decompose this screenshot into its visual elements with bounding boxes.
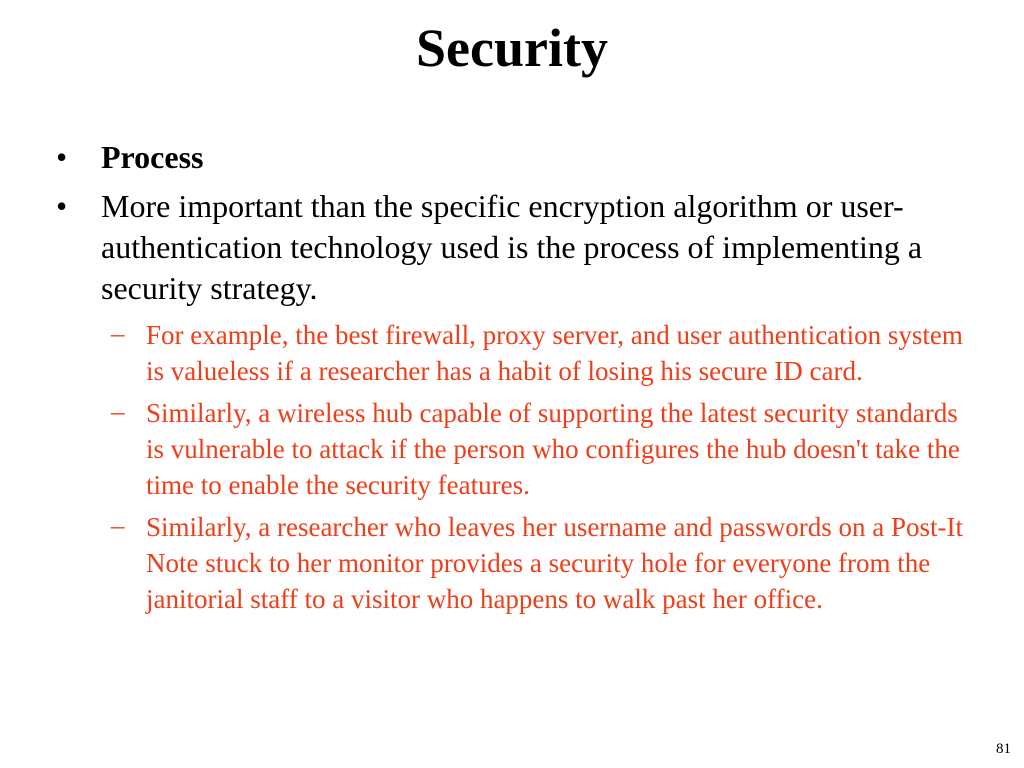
slide-content xyxy=(56,137,976,623)
sub-bullet-text: For example, the best firewall, proxy server, and user authentication system is valueless if a researcher has a habit of losing his secure ID card. xyxy=(146,320,963,386)
sub-bullet-marker: – xyxy=(111,396,125,426)
sub-bullet-text: Similarly, a wireless hub capable of supporting the latest security standards is vulnerable to attack if the person who configures the hub doesn't take the time to enable the security features. xyxy=(146,398,960,500)
bullet-marker: • xyxy=(56,139,68,175)
sub-bullet-marker: – xyxy=(111,510,125,540)
bullet-text: Process xyxy=(101,139,204,175)
bullet-text: More important than the specific encryption algorithm or user-authentication technology used is the process of implementing a security strategy. xyxy=(101,188,923,306)
bullet-marker: • xyxy=(56,188,68,224)
bullet-item xyxy=(56,186,976,309)
slide-title: Security xyxy=(416,18,608,78)
sub-bullet-marker: – xyxy=(111,318,125,348)
bullet-item xyxy=(56,137,976,178)
page-number: 81 xyxy=(996,741,1011,757)
sub-bullet-item xyxy=(56,317,972,389)
sub-bullet-item xyxy=(56,395,972,503)
sub-bullet-text: Similarly, a researcher who leaves her username and passwords on a Post-It Note stuck to her monitor provides a security hole for everyone from the janitorial staff to a visitor who happens to walk past her office. xyxy=(146,512,963,614)
sub-bullet-item xyxy=(56,509,972,617)
